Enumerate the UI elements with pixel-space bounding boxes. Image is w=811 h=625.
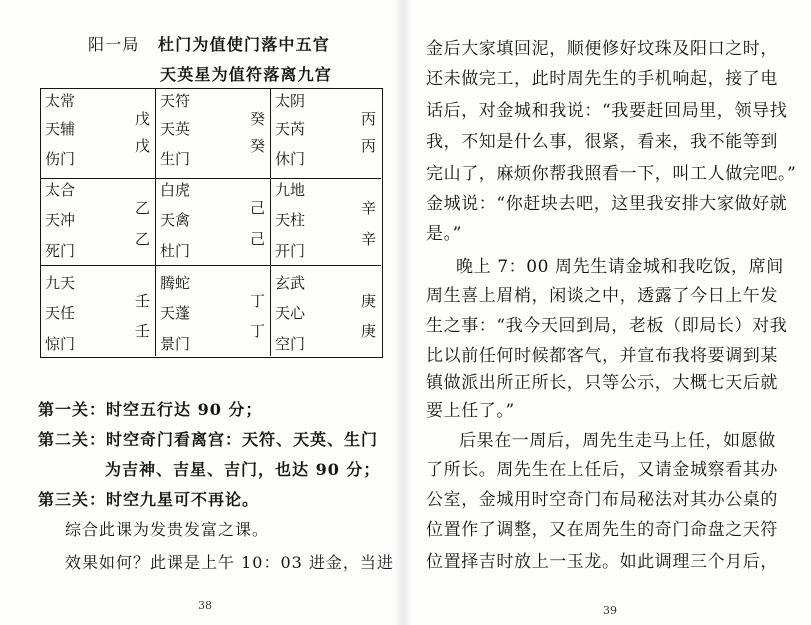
- stem-upper: 丙: [360, 110, 376, 128]
- header-line-2: 天英星为值符落离九宫: [160, 65, 333, 84]
- text-line: 话后，对金城和我说：“我要赶回局里，领导找: [426, 101, 788, 121]
- stem-lower: 丁: [249, 322, 265, 340]
- deity-name: 太常: [45, 92, 76, 110]
- door-name: 休门: [275, 150, 306, 168]
- deity-name: 天符: [160, 92, 191, 110]
- deity-name: 九地: [275, 181, 306, 199]
- deity-name: 太阴: [275, 92, 306, 110]
- text-line: 晚上 7：00 周先生请金城和我吃饭，席间: [456, 257, 784, 277]
- text-line: 位置择吉时放上一玉龙。如此调理三个月后，: [426, 552, 778, 572]
- text-line: 后果在一周后，周先生走马上任，如愿做: [459, 431, 776, 451]
- star-name: 天蓬: [160, 304, 191, 322]
- door-name: 惊门: [45, 335, 76, 353]
- ju-label: 阳一局: [88, 35, 140, 54]
- left-page: [0, 0, 400, 625]
- grid-cell: [41, 266, 156, 356]
- grid-cell: [41, 89, 156, 179]
- grid-cell: [156, 89, 271, 179]
- text-line: 综合此课为发贵发富之课。: [65, 520, 270, 539]
- text-line: 第一关：时空五行达 90 分；: [38, 400, 263, 419]
- stem-lower: 戊: [134, 137, 150, 155]
- page-number: 39: [603, 604, 617, 617]
- grid-cell: [156, 266, 271, 356]
- star-name: 天心: [275, 304, 306, 322]
- text-line: 完山了，麻烦你帮我照看一下，叫工人做完吧。”: [426, 164, 797, 184]
- grid-cell: [271, 179, 381, 266]
- text-line: 比以前任何时候都客气，并宣布我将要调到某: [426, 346, 778, 366]
- text-line: 位置作了调整，又在周先生的奇门命盘之天符: [426, 520, 778, 540]
- star-name: 天英: [160, 120, 191, 138]
- star-name: 天柱: [275, 211, 306, 229]
- text-line: 金后大家填回泥，顺便修好坟珠及阳口之时，: [426, 39, 778, 59]
- deity-name: 白虎: [160, 181, 191, 199]
- deity-name: 九天: [45, 274, 76, 292]
- text-line: 生之事：“我今天回到局，老板（即局长）对我: [426, 316, 788, 336]
- text-line: 第二关：时空奇门看离宫：天符、天英、生门: [38, 430, 379, 449]
- stem-lower: 壬: [134, 322, 150, 340]
- right-page: [405, 0, 811, 625]
- stem-lower: 庚: [360, 322, 376, 340]
- text-line: 金城说：“你赶块去吧，这里我安排大家做好就: [426, 194, 788, 214]
- stem-lower: 丙: [360, 137, 376, 155]
- text-line: 效果如何？此课是上午 10：03 进金，当进: [65, 553, 394, 572]
- text-line: 了所长。周先生在上任后，又请金城察看其办: [426, 460, 778, 480]
- stem-upper: 己: [249, 199, 265, 217]
- stem-lower: 癸: [249, 137, 265, 155]
- deity-name: 玄武: [275, 274, 306, 292]
- grid-cell: [156, 179, 271, 266]
- text-line: 为吉神、吉星、吉门，也达 90 分；: [105, 460, 381, 479]
- stem-upper: 癸: [249, 110, 265, 128]
- text-line: 要上任了。”: [426, 401, 515, 421]
- stem-lower: 乙: [134, 230, 150, 248]
- door-name: 空门: [275, 335, 306, 353]
- qimen-grid: [40, 88, 383, 358]
- door-name: 景门: [160, 335, 191, 353]
- deity-name: 太合: [45, 181, 76, 199]
- grid-cell: [271, 266, 381, 356]
- deity-name: 腾蛇: [160, 274, 191, 292]
- stem-upper: 壬: [134, 292, 150, 310]
- door-name: 开门: [275, 242, 306, 260]
- stem-upper: 庚: [360, 292, 376, 310]
- door-name: 伤门: [45, 150, 76, 168]
- text-line: 公室，金城用时空奇门布局秘法对其办公桌的: [426, 490, 778, 510]
- text-line: 第三关：时空九星可不再论。: [38, 490, 260, 509]
- stem-lower: 辛: [360, 230, 376, 248]
- star-name: 天辅: [45, 120, 76, 138]
- grid-cell: [41, 179, 156, 266]
- text-line: 是。”: [426, 224, 462, 244]
- header-line-1: 杜门为值使门落中五官: [158, 35, 331, 54]
- star-name: 天任: [45, 304, 76, 322]
- text-line: 周生喜上眉梢，闲谈之中，透露了今日上午发: [426, 286, 778, 306]
- star-name: 天冲: [45, 211, 76, 229]
- stem-upper: 乙: [134, 199, 150, 217]
- stem-upper: 辛: [360, 199, 376, 217]
- door-name: 生门: [160, 150, 191, 168]
- door-name: 杜门: [160, 242, 191, 260]
- text-line: 还未做完工，此时周先生的手机响起，接了电: [426, 69, 778, 89]
- stem-upper: 戊: [134, 110, 150, 128]
- page-number: 38: [198, 599, 212, 612]
- grid-cell: [271, 89, 381, 179]
- text-line: 我，不知是什么事，很紧，看来，我不能等到: [426, 132, 778, 152]
- star-name: 天芮: [275, 120, 306, 138]
- star-name: 天禽: [160, 211, 191, 229]
- door-name: 死门: [45, 242, 76, 260]
- text-line: 镇做派出所正所长，只等公示，大概七天后就: [426, 373, 778, 393]
- stem-lower: 己: [249, 230, 265, 248]
- stem-upper: 丁: [249, 292, 265, 310]
